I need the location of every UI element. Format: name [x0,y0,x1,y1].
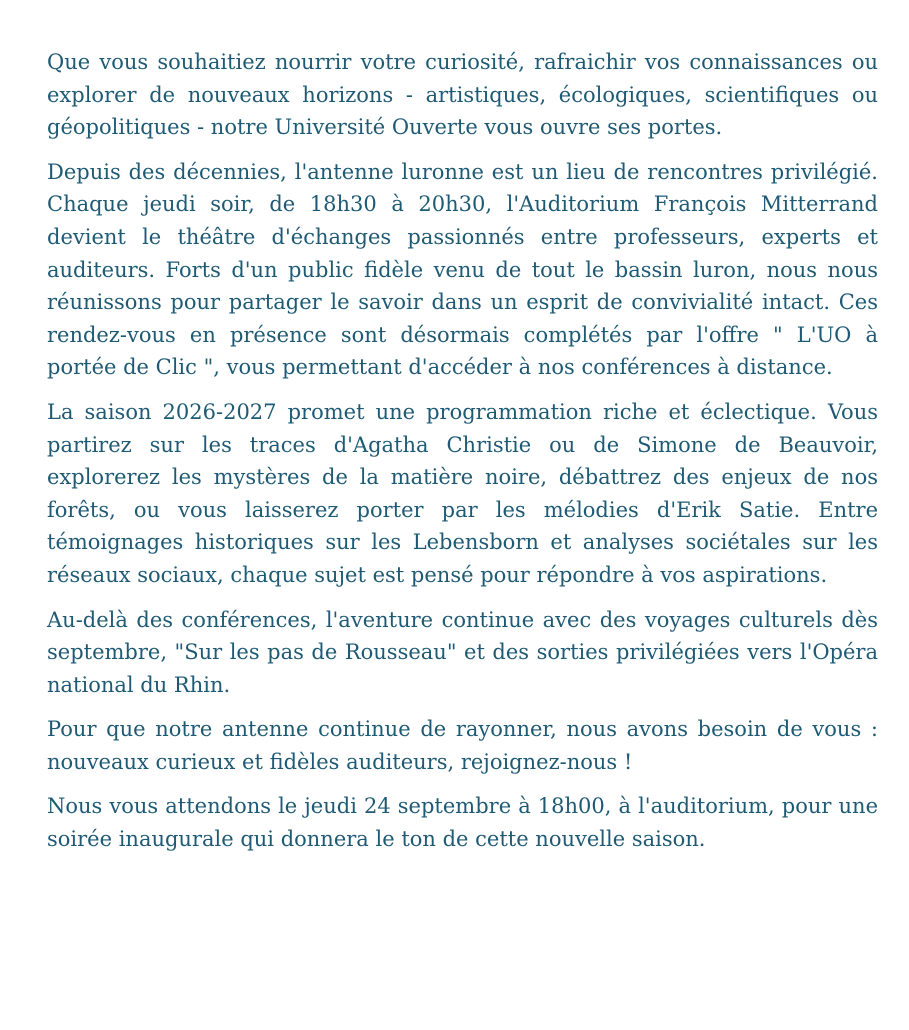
paragraph-travels: Au-delà des conférences, l'aventure continue avec des voyages culturels dès septembre, "Sur les pas de Rousseau" et des sorties privilégiées vers l'Opéra national du Rhin. [47,607,878,697]
paragraph-history: Depuis des décennies, l'antenne luronne est un lieu de rencontres privilégié. Chaque jeudi soir, de 18h30 à 20h30, l'Auditorium François Mitterrand devient le théâtre d'échanges passionnés entre professeurs, experts et auditeurs. Forts d'un public fidèle venu de tout le bassin luron, nous nous réunissons pour partager le savoir dans un esprit de convivialité intact. Ces rendez-vous en présence sont désormais complétés par l'offre " L'UO à portée de Clic ", vous permettant d'accéder à nos conférences à distance. [47,159,878,380]
paragraph-intro: Que vous souhaitiez nourrir votre curiosité, rafraichir vos connaissances ou explorer de nouveaux horizons - artistiques, écologiques, scientifiques ou géopolitiques - notre Université Ouverte vous ouvre ses portes. [47,50,878,140]
paragraph-call-to-action: Pour que notre antenne continue de rayonner, nous avons besoin de vous : nouveaux curieux et fidèles auditeurs, rejoignez-nous ! [47,717,878,774]
paragraph-season: La saison 2026-2027 promet une programmation riche et éclectique. Vous partirez sur les traces d'Agatha Christie ou de Simone de Beauvoir, explorerez les mystères de la matière noire, débattrez des enjeux de nos forêts, ou vous laisserez porter par les mélodies d'Erik Satie. Entre témoignages historiques sur les Lebensborn et analyses sociétales sur les réseaux sociaux, chaque sujet est pensé pour répondre à vos aspirations. [47,399,878,587]
paragraph-invitation: Nous vous attendons le jeudi 24 septembre à 18h00, à l'auditorium, pour une soirée inaugurale qui donnera le ton de cette nouvelle saison. [47,794,878,852]
